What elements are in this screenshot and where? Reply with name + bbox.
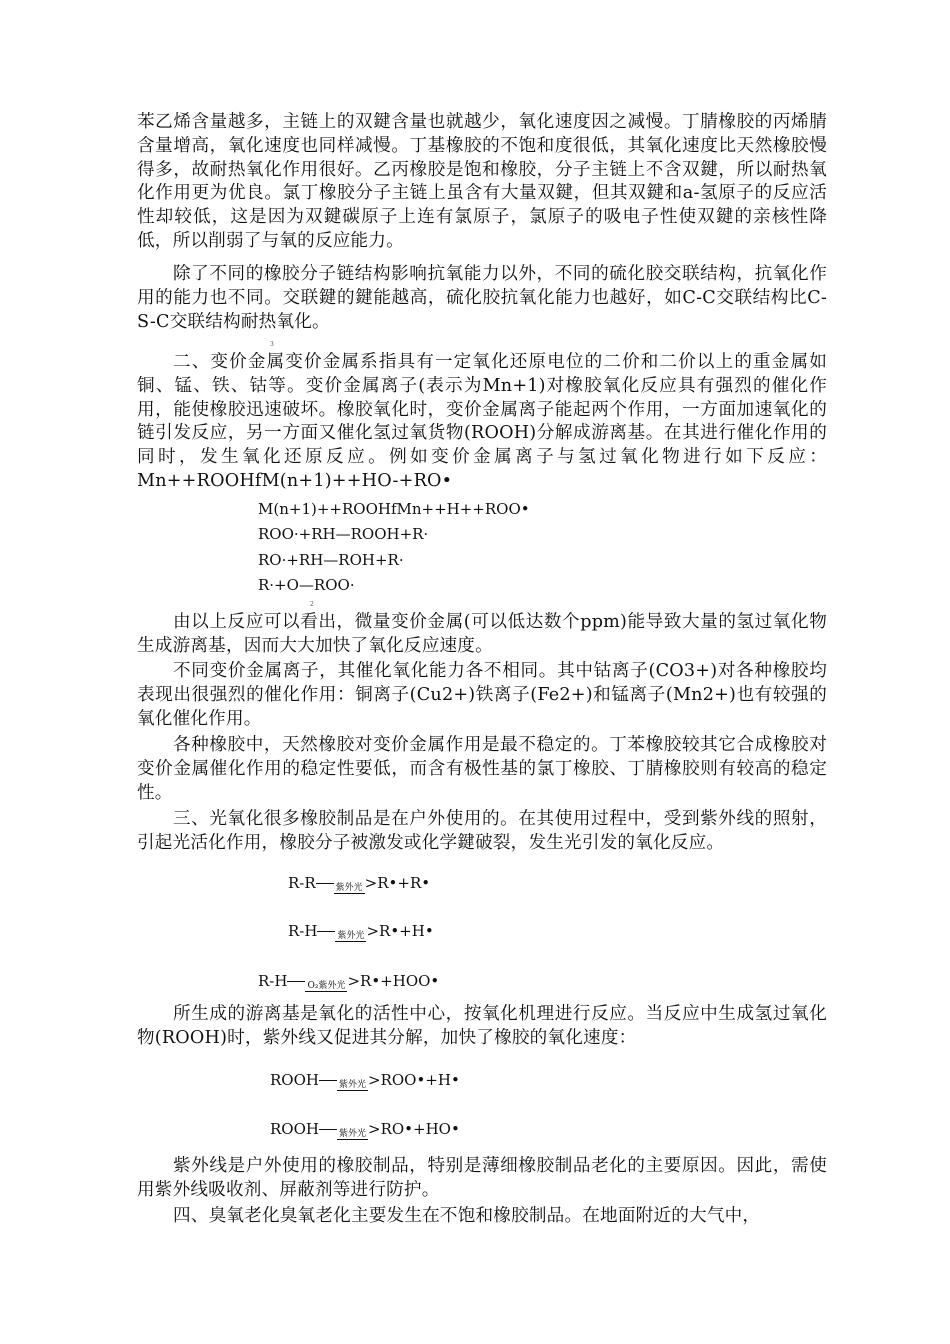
stray-mark: 2 <box>310 601 314 608</box>
paragraph-variable-valence-metals: 二、变价金属变价金属系指具有一定氧化还原电位的二价和二价以上的重金属如铜、锰、铁、钴等。变价金属离子(表示为Mn+1)对橡胶氧化反应具有强烈的催化作用，能使橡胶迅速破坏。橡胶氧化时，变价金属离子能起两个作用，一方面加速氧化的链引发反应，另一方面又催化氢过氧货物(ROOH)分解成游离基。在其进行催化作用的同时，发生氧化还原反应。例如变价金属离子与氢过氧化物进行如下反应：Mn++ROOHfM(n+1)++HO-+RO• <box>137 352 827 491</box>
paragraph-oxidation-rubber-types: 苯乙烯含量越多，主链上的双鍵含量也就越少，氧化速度因之减慢。丁腈橡胶的丙烯腈含量增高，氧化速度也同样减慢。丁基橡胶的不饱和度很低，其氧化速度比天然橡胶慢得多，故耐热氧化作用很好。乙丙橡胶是饱和橡胶，分子主链上不含双鍵，所以耐热氧化作用更为优良。氯丁橡胶分子主链上虽含有大量双鍵，但其双鍵和a-氢原子的反应活性却较低，这是因为双鍵碳原子上连有氯原子，氯原子的吸电子性使双鍵的亲核性降低，所以削弱了与氧的反应能力。 <box>137 112 827 251</box>
paragraph-ozone-aging: 四、臭氧老化臭氧老化主要发生在不饱和橡胶制品。在地面附近的大气中， <box>173 1206 761 1226</box>
equation-uv-4: ROOH 紫外光 >ROO•+H• <box>270 1071 460 1090</box>
equation-uv-2: R-H 紫外光 >R•+H• <box>288 922 434 941</box>
equation-metal-4: R·+O—ROO· <box>258 576 355 594</box>
equation-metal-1: M(n+1)++ROOHfMn++H++ROO• <box>258 500 530 518</box>
equation-metal-2: ROO·+RH—ROOH+R· <box>258 525 429 543</box>
paragraph-photo-oxidation: 三、光氧化很多橡胶制品是在户外使用的。在其使用过程中，受到紫外线的照射，引起光活化作用，橡胶分子被激发或化学鍵破裂，发生光引发的氧化反应。 <box>137 809 827 853</box>
equation-metal-3: RO·+RH—ROH+R· <box>258 551 404 569</box>
paragraph-trace-metals: 由以上反应可以看出，微量变价金属(可以低达数个ppm)能导致大量的氢过氧化物生成游离基，因而大大加快了氧化反应速度。 <box>137 612 827 656</box>
paragraph-rubber-stability: 各种橡胶中，天然橡胶对变价金属作用是最不稳定的。丁苯橡胶较其它合成橡胶对变价金属催化作用的稳定性要低，而含有极性基的氯丁橡胶、丁腈橡胶则有较高的稳定性。 <box>137 735 827 803</box>
paragraph-crosslink-structure: 除了不同的橡胶分子链结构影响抗氧能力以外，不同的硫化胶交联结构，抗氧化作用的能力也不同。交联鍵的鍵能越高，硫化胶抗氧化能力也越好，如C-C交联结构比C-S-C交联结构耐热氧化。 <box>137 264 827 332</box>
equation-uv-1: R-R 紫外光 >R•+R• <box>288 874 431 893</box>
equation-uv-5: ROOH 紫外光 >RO•+HO• <box>270 1120 460 1139</box>
paragraph-metal-ions: 不同变价金属离子，其催化氧化能力各不相同。其中钴离子(CO3+)对各种橡胶均表现出很强烈的催化作用：铜离子(Cu2+)铁离子(Fe2+)和锰离子(Mn2+)也有较强的氧化催化作用。 <box>137 661 827 729</box>
stray-mark: 3 <box>270 341 274 348</box>
paragraph-free-radicals: 所生成的游离基是氧化的活性中心，按氧化机理进行反应。当反应中生成氢过氧化物(ROOH)时，紫外线又促进其分解，加快了橡胶的氧化速度： <box>137 1004 827 1048</box>
paragraph-uv-protection: 紫外线是户外使用的橡胶制品，特别是薄细橡胶制品老化的主要原因。因此，需使用紫外线吸收剂、屏蔽剂等进行防护。 <box>137 1156 827 1200</box>
equation-uv-3: R-H O₂紫外光 >R•+HOO• <box>258 972 440 991</box>
